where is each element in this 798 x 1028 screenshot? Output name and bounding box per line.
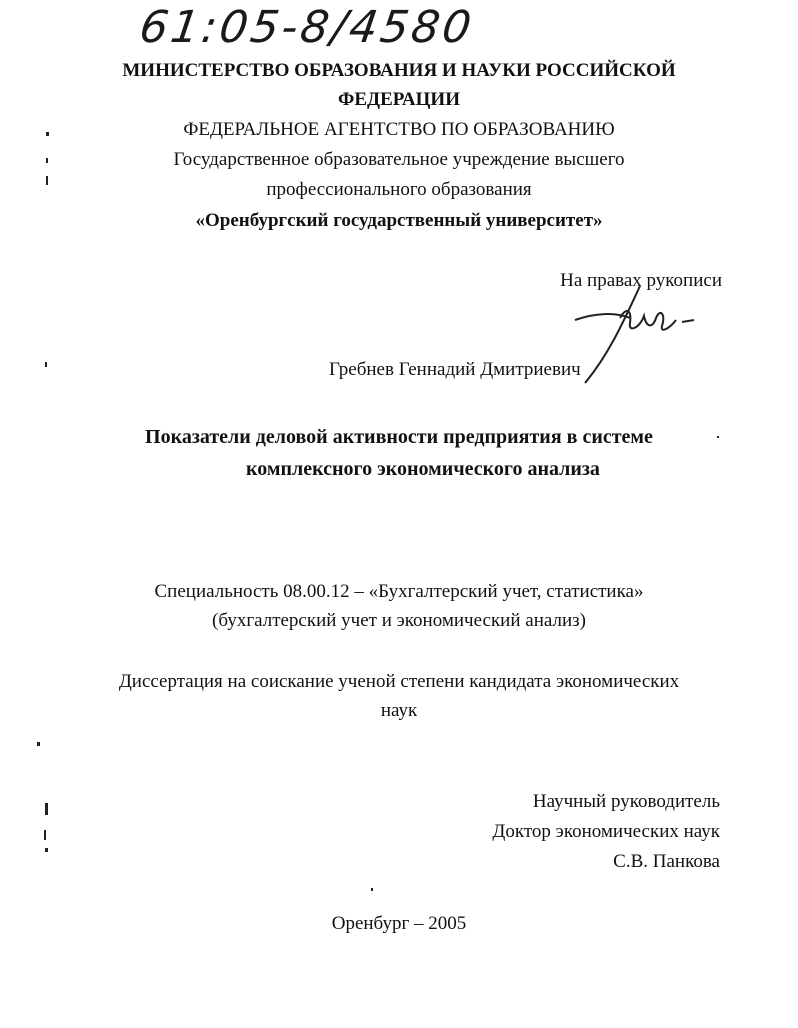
author-name: Гребнев Геннадий Дмитриевич [329, 359, 581, 380]
university-name: «Оренбургский государственный университет» [195, 210, 603, 231]
dissertation-title-line-2: комплексного экономического анализа [246, 458, 600, 480]
institution-line-1: Государственное образовательное учреждение высшего [173, 149, 625, 170]
city-year: Оренбург – 2005 [331, 913, 467, 934]
supervisor-name: С.В. Панкова [613, 851, 720, 872]
ministry-line-1: МИНИСТЕРСТВО ОБРАЗОВАНИЯ И НАУКИ РОССИЙСКОЙ [122, 60, 676, 81]
supervisor-role: Научный руководитель [532, 791, 720, 812]
institution-line-2: профессионального образования [266, 179, 532, 200]
degree-sought-line-1: Диссертация на соискание ученой степени кандидата экономических [118, 671, 680, 692]
ministry-line-2: ФЕДЕРАЦИИ [338, 89, 460, 110]
specialty-line-1: Специальность 08.00.12 – «Бухгалтерский учет, статистика» [154, 581, 644, 602]
manuscript-note: На правах рукописи [560, 270, 722, 291]
agency-line: ФЕДЕРАЛЬНОЕ АГЕНТСТВО ПО ОБРАЗОВАНИЮ [183, 119, 615, 140]
specialty-line-2: (бухгалтерский учет и экономический анализ) [212, 610, 586, 631]
dissertation-title-line-1: Показатели деловой активности предприятия в системе [145, 426, 653, 448]
degree-sought-line-2: наук [380, 700, 418, 721]
archive-number-handwritten: 61:05-8/4580 [136, 2, 478, 53]
signature-icon [570, 278, 720, 388]
supervisor-degree: Доктор экономических наук [492, 821, 720, 842]
